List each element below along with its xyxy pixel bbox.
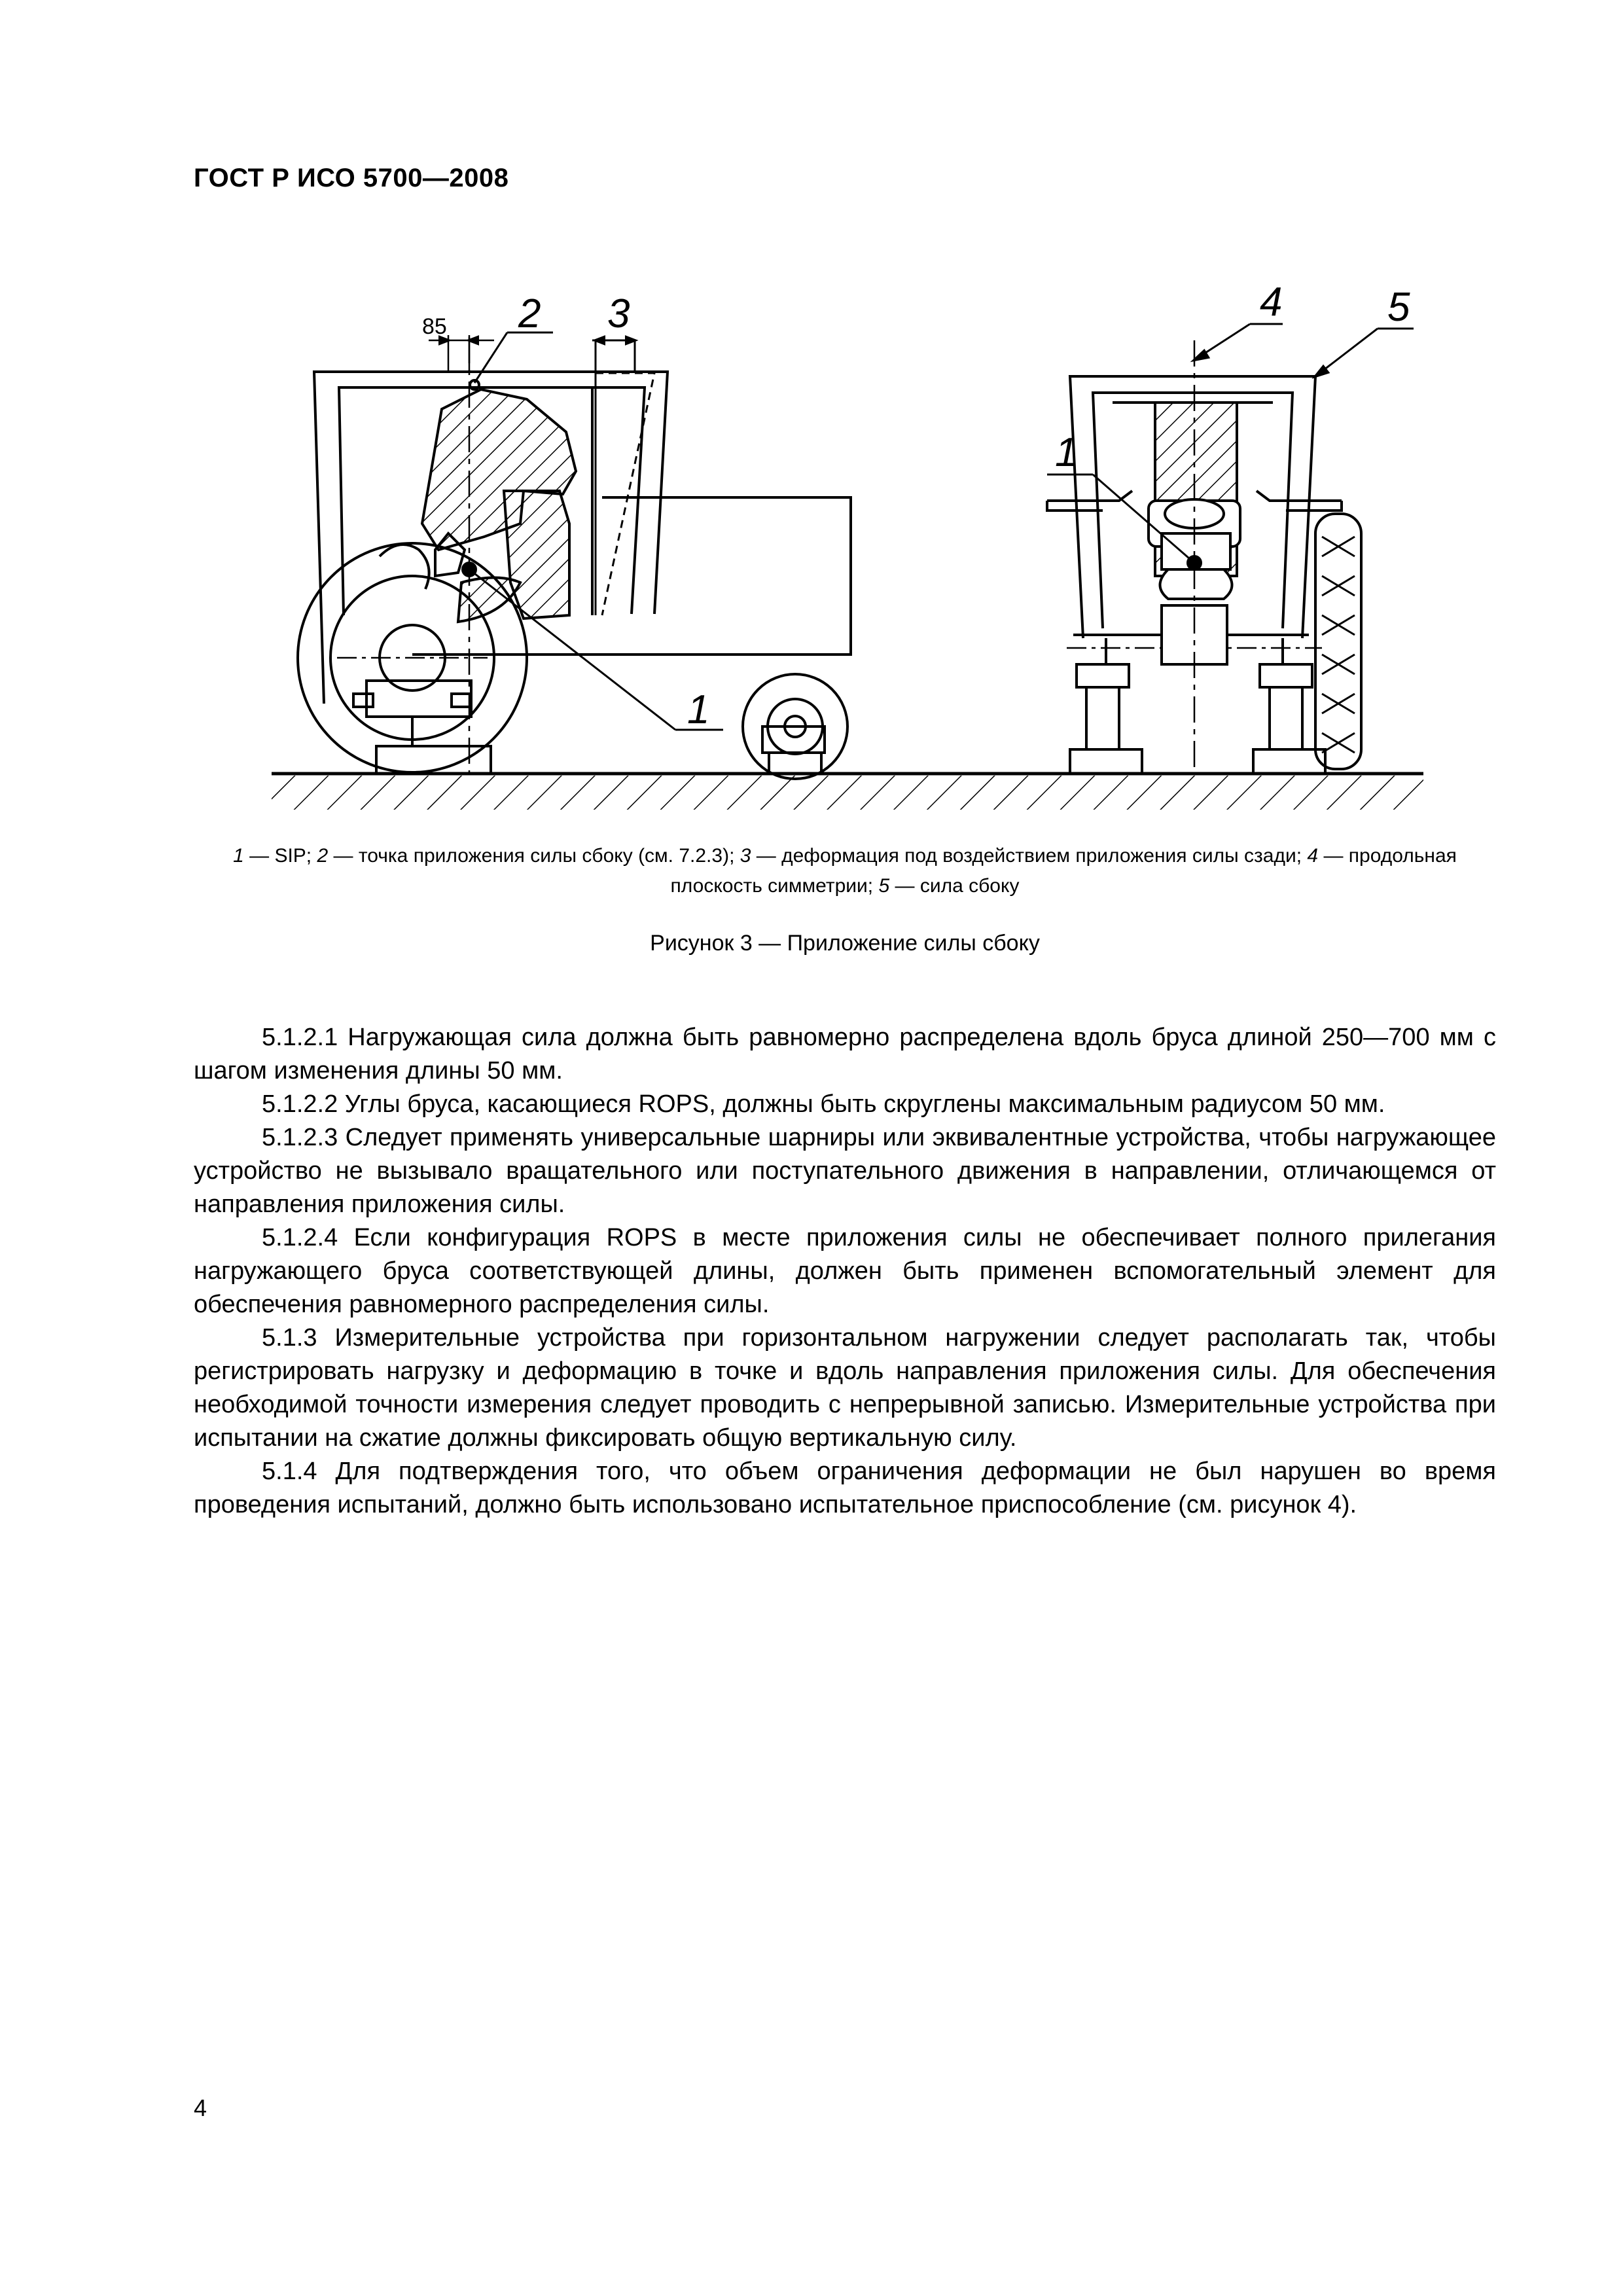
paragraph-5-1-3: 5.1.3 Измерительные устройства при горизонтальном нагружении следует располагать так, чтобы регистрировать нагрузку и деформацию в точке и вдоль направления приложения силы. Для обеспечения необходимой точности измерения следует проводить с непрерывной записью. Измерительные устройства при испытании на сжатие должны фиксировать общую вертикальную силу. — [194, 1324, 1496, 1452]
paragraph-5-1-4: 5.1.4 Для подтверждения того, что объем ограничения деформации не был нарушен во время проведения испытаний, должно быть использовано испытательное приспособление (см. рисунок 4). — [194, 1458, 1496, 1518]
callout-2: 2 — [518, 291, 541, 336]
callout-1-left: 1 — [687, 687, 710, 732]
tractor-front-view — [1047, 324, 1414, 774]
callout-3: 3 — [607, 291, 630, 336]
tractor-side-view — [298, 332, 851, 779]
figure-caption: Рисунок 3 — Приложение силы сбоку — [650, 931, 1040, 956]
figure-legend: 1 — SIP; 2 — точка приложения силы сбоку (см. 7.2.3); 3 — деформация под воздействием приложения силы сзади; 4 — продольная плоскость симметрии; 5 — сила сбоку — [233, 845, 1457, 897]
callout-5: 5 — [1387, 285, 1410, 330]
paragraph-5-1-2-2: 5.1.2.2 Углы бруса, касающиеся ROPS, должны быть скруглены максимальным радиусом 50 мм. — [262, 1090, 1385, 1118]
ground — [272, 774, 1423, 810]
paragraph-5-1-2-4: 5.1.2.4 Если конфигурация ROPS в месте приложения силы не обеспечивает полного прилегания нагружающего бруса соответствующей длины, должен быть применен вспомогательный элемент для обеспечения равномерного распределения силы. — [194, 1224, 1496, 1318]
document-header: ГОСТ Р ИСО 5700—2008 — [194, 164, 509, 192]
paragraph-5-1-2-3: 5.1.2.3 Следует применять универсальные шарниры или эквивалентные устройства, чтобы нагружающее устройство не вызывало вращательного или поступательного движения в направлении, отличающемся от направления приложения силы. — [194, 1124, 1496, 1218]
callout-1-right: 1 — [1055, 430, 1078, 475]
callout-4: 4 — [1260, 279, 1283, 325]
figure-side-force — [262, 275, 1433, 825]
body-text — [194, 1021, 1496, 1522]
page-number: 4 — [194, 2094, 207, 2121]
paragraph-5-1-2-1: 5.1.2.1 Нагружающая сила должна быть равномерно распределена вдоль бруса длиной 250—700 мм с шагом изменения длины 50 мм. — [194, 1024, 1496, 1085]
dimension-85: 85 — [422, 314, 447, 339]
technical-drawing — [262, 275, 1433, 825]
